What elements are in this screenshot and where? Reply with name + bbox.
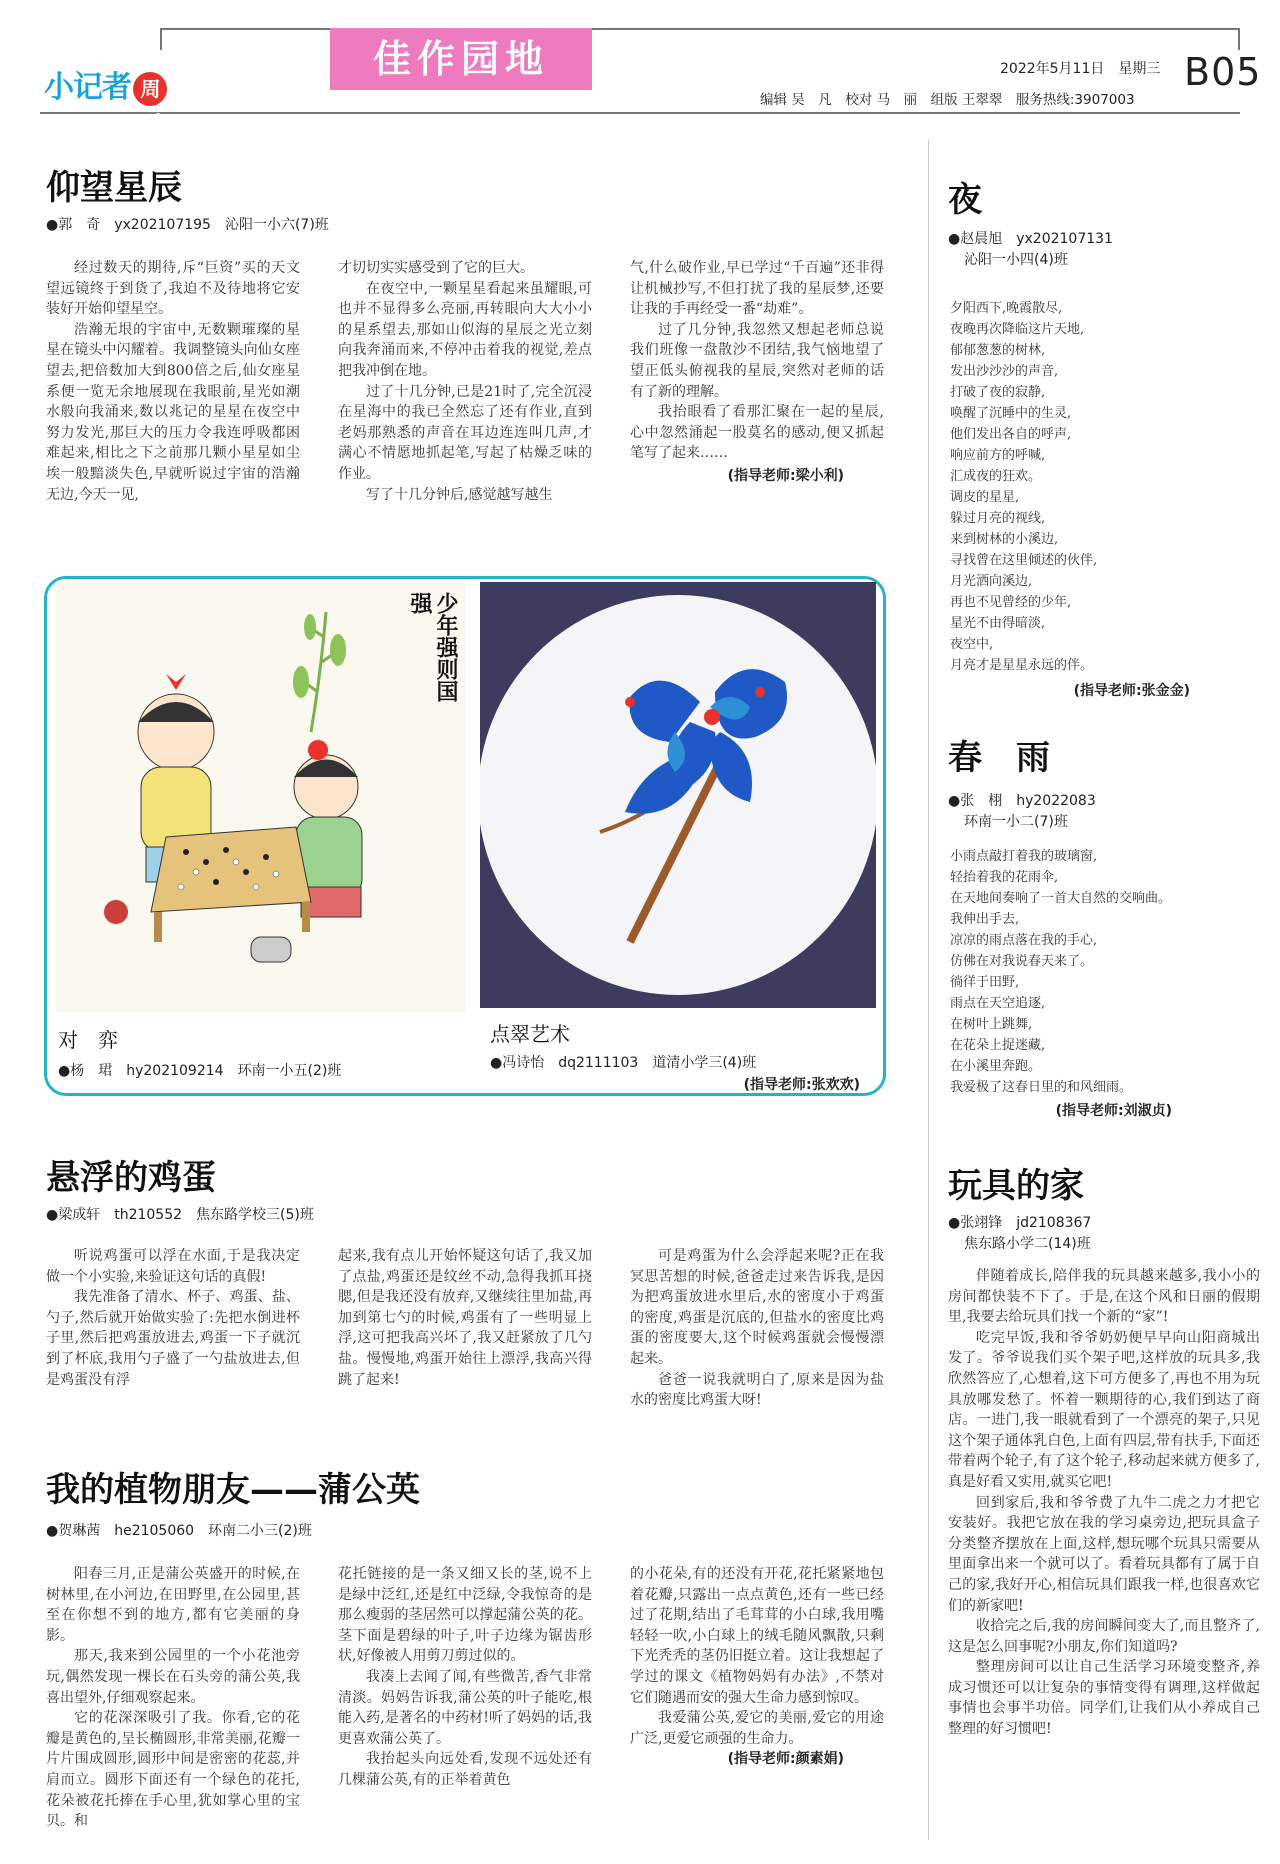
paragraph: 经过数天的期待,斥“巨资”买的天文望远镜终于到货了,我迫不及待地将它安装好开始仰望星空。 — [46, 260, 300, 318]
poem-line: 夜空中, — [950, 637, 994, 652]
poem-line: 轻抬着我的花雨伞, — [950, 870, 1059, 885]
paragraph: 回到家后,我和爷爷费了九牛二虎之力才把它安装好。我把它放在我的学习桌旁边,把玩具盒子分类整齐摆放在上面,这样,想玩哪个玩具只需要从里面拿出来一个就可以了。看着玩具都有了属于自己的家,我好开心,相信玩具们跟我一样,也很喜欢它们的新家吧! — [948, 1494, 1260, 1614]
article-title: 悬浮的鸡蛋 — [46, 1158, 216, 1198]
poem-line: 我爱极了这春日里的和风细雨。 — [950, 1080, 1133, 1095]
article-byline: ●梁成轩 th210552 焦东路学校三(5)班 — [46, 1207, 314, 1223]
poem-line: 在花朵上捉迷藏, — [950, 1038, 1046, 1053]
article-byline-school: 焦东路小学二(14)班 — [964, 1236, 1091, 1252]
article-byline: ●贺琳茜 he2105060 环南二小三(2)班 — [46, 1523, 312, 1539]
artwork-caption: 点翠艺术 — [490, 1022, 570, 1046]
article-title: 仰望星辰 — [46, 168, 182, 208]
poem-byline: ●张 栩 hy2022083 — [948, 793, 1096, 809]
artwork-inscription: 少年强则国强 — [407, 592, 458, 702]
paragraph: 写了十几分钟后,感觉越写越生 — [366, 486, 553, 503]
paragraph: 过了十几分钟,已是21时了,完全沉浸在星海中的我已全然忘了还有作业,直到老妈那熟悉的声音在耳边连连叫几声,才满心不情愿地抓起笔,写起了枯燥乏味的作业。 — [338, 383, 592, 482]
paragraph: 我抬眼看了看那汇聚在一起的星辰,心中忽然涌起一股莫名的感动,便又抓起笔写了起来…… — [630, 404, 884, 462]
paragraph: 爸爸一说我就明白了,原来是因为盐水的密度比鸡蛋大呀! — [630, 1371, 884, 1409]
artwork-diancui-illustration — [480, 582, 876, 1008]
poem-line: 来到树林的小溪边, — [950, 532, 1059, 547]
paragraph: 那天,我来到公园里的一个小花池旁玩,偶然发现一棵长在石头旁的蒲公英,我喜出望外,仔细观察起来。 — [46, 1648, 300, 1706]
article-column-3 — [630, 1246, 884, 1411]
article-column-3 — [630, 258, 884, 487]
poem-line: 唤醒了沉睡中的生灵, — [950, 406, 1072, 421]
poem-byline-school: 环南一小二(7)班 — [964, 814, 1068, 830]
article-column-2 — [338, 1564, 592, 1791]
paragraph: 花托链接的是一条又细又长的茎,说不上是绿中泛红,还是红中泛绿,令我惊奇的是那么瘦弱的茎居然可以撑起蒲公英的花。茎下面是碧绿的叶子,叶子边缘为锯齿形状,好像被人用剪刀剪过似的。 — [338, 1566, 592, 1665]
article-byline: ●张翊锋 jd2108367 — [948, 1215, 1092, 1231]
paragraph: 我凑上去闻了闻,有些微苦,香气非常清淡。妈妈告诉我,蒲公英的叶子能吃,根能入药,是著名的中药材!听了妈妈的话,我更喜欢蒲公英了。 — [338, 1668, 592, 1747]
poem-title: 夜 — [948, 180, 982, 220]
paragraph: 阳春三月,正是蒲公英盛开的时候,在树林里,在小河边,在田野里,在公园里,甚至在你想不到的地方,都有它美丽的身影。 — [46, 1566, 300, 1644]
poem-line: 月亮才是星星永远的伴。 — [950, 658, 1094, 673]
paragraph: 才切切实实感受到了它的巨大。 — [338, 260, 534, 276]
poem-title: 春 雨 — [948, 738, 1050, 778]
artwork-byline: ●杨 珺 hy202109214 环南一小五(2)班 — [58, 1063, 342, 1079]
article-column-2 — [338, 1246, 592, 1390]
masthead-logo — [44, 62, 167, 135]
logo-badge: 周刊 — [133, 72, 167, 106]
poem-line: 郁郁葱葱的树林, — [950, 343, 1046, 358]
poem-line: 寻找曾在这里倾述的伙伴, — [950, 553, 1098, 568]
article-column-1 — [46, 258, 300, 505]
article-column-2 — [338, 258, 592, 505]
teacher-credit: (指导老师:梁小利) — [727, 467, 844, 484]
editor-credits: 编辑 吴 凡 校对 马 丽 组版 王翠翠 服务热线:3907003 — [760, 92, 1135, 108]
article-column-1 — [46, 1246, 300, 1390]
article-title: 玩具的家 — [948, 1166, 1084, 1206]
poem-line: 夜晚再次降临这片天地, — [950, 322, 1085, 337]
teacher-credit: (指导老师:张欢欢) — [743, 1077, 860, 1093]
article-byline: ●郭 奇 yx202107195 沁阳一小六(7)班 — [46, 217, 329, 233]
poem-line: 我伸出手去, — [950, 912, 1020, 927]
poem-line: 星光不由得暗淡, — [950, 616, 1046, 631]
poem-line: 在天地间奏响了一首大自然的交响曲。 — [950, 891, 1172, 906]
teacher-credit: (指导老师:张金金) — [1073, 683, 1190, 699]
artwork-duiyi — [56, 582, 466, 1012]
artwork-caption: 对 弈 — [58, 1028, 118, 1052]
poem-line: 仿佛在对我说春天来了。 — [950, 954, 1094, 969]
paragraph: 伴随着成长,陪伴我的玩具越来越多,我小小的房间都快装不下了。于是,在这个风和日丽的假期里,我要去给玩具们找一个新的“家”! — [948, 1268, 1260, 1326]
poem-line: 夕阳西下,晚霞散尽, — [950, 301, 1063, 316]
poem-line: 再也不见曾经的少年, — [950, 595, 1072, 610]
poem-line: 在树叶上跳舞, — [950, 1017, 1033, 1032]
poem-line: 打破了夜的寂静, — [950, 385, 1046, 400]
poem-byline-school: 沁阳一小四(4)班 — [964, 252, 1068, 268]
paragraph: 可是鸡蛋为什么会浮起来呢?正在我冥思苦想的时候,爸爸走过来告诉我,是因为把鸡蛋放进水里后,水的密度小于鸡蛋的密度,鸡蛋是沉底的,但盐水的密度比鸡蛋的密度要大,这个时候鸡蛋就会慢慢漂起来。 — [630, 1248, 884, 1367]
poem-body — [950, 298, 1250, 676]
poem-line: 响应前方的呼喊, — [950, 448, 1046, 463]
paragraph: 我先准备了清水、杯子、鸡蛋、盐、勺子,然后就开始做实验了:先把水倒进杯子里,然后把鸡蛋放进去,鸡蛋一下子就沉到了杯底,我用勺子盛了一勺盐放进去,但是鸡蛋没有浮 — [46, 1289, 300, 1388]
paragraph: 我抬起头向远处看,发现不远处还有几棵蒲公英,有的正举着黄色 — [338, 1751, 592, 1788]
paragraph: 它的花深深吸引了我。你看,它的花瓣是黄色的,呈长椭圆形,非常美丽,花瓣一片片围成圆形,圆形中间是密密的花蕊,并肩而立。圆形下面还有一个绿色的花托,花朵被花托捧在手心里,犹如掌心里的宝贝。和 — [46, 1710, 300, 1830]
poem-byline: ●赵晨旭 yx202107131 — [948, 231, 1113, 247]
artwork-byline: ●冯诗怡 dq2111103 道清小学三(4)班 — [490, 1055, 757, 1071]
poem-line: 发出沙沙沙的声音, — [950, 364, 1059, 379]
paragraph: 我爱蒲公英,爱它的美丽,爱它的用途广泛,更爱它顽强的生命力。 — [630, 1710, 884, 1747]
paragraph: 收拾完之后,我的房间瞬间变大了,而且整齐了,这是怎么回事呢?小朋友,你们知道吗? — [948, 1618, 1260, 1655]
paragraph: 气,什么破作业,早已学过“千百遍”还非得让机械抄写,不但打扰了我的星辰梦,还要让我的手再经受一番“劫难”。 — [630, 260, 884, 318]
paragraph: 听说鸡蛋可以浮在水面,于是我决定做一个小实验,来验证这句话的真假! — [46, 1248, 300, 1285]
poem-body — [950, 846, 1250, 1098]
teacher-credit: (指导老师:刘淑贞) — [1055, 1103, 1172, 1119]
poem-line: 躲过月亮的视线, — [950, 511, 1046, 526]
poem-line: 徜徉于田野, — [950, 975, 1020, 990]
section-banner: 佳作园地 — [330, 28, 592, 90]
header-bottom-rule — [40, 112, 1240, 114]
poem-line: 小雨点敲打着我的玻璃窗, — [950, 849, 1098, 864]
paragraph: 整理房间可以让自己生活学习环境变整齐,养成习惯还可以让复杂的事情变得有调理,这样做起事情也会事半功倍。同学们,让我们从小养成自己整理的好习惯吧! — [948, 1659, 1260, 1738]
article-column-1 — [46, 1564, 300, 1832]
poem-line: 凉凉的雨点落在我的手心, — [950, 933, 1098, 948]
poem-line: 在小溪里奔跑。 — [950, 1059, 1042, 1074]
paragraph: 的小花朵,有的还没有开花,花托紧紧地包着花瓣,只露出一点点黄色,还有一些已经过了花期,结出了毛茸茸的小白球,我用嘴轻轻一吹,小白球上的绒毛随风飘散,只剩下光秃秃的茎仍旧挺立着。这让我想起了学过的课文《植物妈妈有办法》,不禁对它们随遇而安的强大生命力感到惊叹。 — [630, 1566, 884, 1706]
poem-line: 雨点在天空追逐, — [950, 996, 1046, 1011]
article-column — [948, 1266, 1260, 1740]
article-column-3 — [630, 1564, 884, 1770]
column-divider — [928, 140, 929, 1840]
header-left-tick — [160, 28, 162, 50]
paragraph: 浩瀚无垠的宇宙中,无数颗璀璨的星星在镜头中闪耀着。我调整镜头向仙女座望去,把倍数加大到800倍之后,仙女座星系便一览无余地展现在我眼前,星光如潮水般向我涌来,数以兆记的星星在夜空中努力发光,那巨大的压力令我连呼吸都困难起来,相比之下之前那几颗小星星如尘埃一般黯淡失色,早就听说过宇宙的浩瀚无边,今天一见, — [46, 321, 300, 503]
paragraph: 起来,我有点儿开始怀疑这句话了,我又加了点盐,鸡蛋还是纹丝不动,急得我抓耳挠腮,但是我还没有放弃,又继续往里加盐,再加到第七勺的时候,鸡蛋有了一些明显上浮,这可把我高兴坏了,我又赶紧放了几勺盐。慢慢地,鸡蛋开始往上漂浮,我高兴得跳了起来! — [338, 1248, 592, 1388]
logo-text: 小记者 — [44, 70, 131, 105]
paragraph: 在夜空中,一颗星星看起来虽耀眼,可也并不显得多么亮丽,再转眼向大大小小的星系望去,那如山似海的星辰之光立刻向我奔涌而来,不停冲击着我的视觉,差点把我冲倒在地。 — [338, 280, 592, 379]
header-right-tick — [1238, 28, 1240, 50]
header-top-rule — [160, 28, 1240, 30]
page-number: B05 — [1184, 50, 1262, 94]
teacher-credit: (指导老师:颜素娟) — [727, 1751, 844, 1768]
paragraph: 吃完早饭,我和爷爷奶奶便早早向山阳商城出发了。爷爷说我们买个架子吧,这样放的玩具多,我欣然答应了,心想着,这下可方便多了,再也不用为玩具放哪发愁了。怀着一颗期待的心,我们到达了商店。一进门,我一眼就看到了一个漂亮的架子,只见这个架子通体乳白色,上面有四层,带有扶手,下面还带着两个轮子,有了这个轮子,移动起来就方便多了,真是好看又实用,就买它吧! — [948, 1329, 1260, 1490]
poem-line: 他们发出各自的呼声, — [950, 427, 1072, 442]
poem-line: 汇成夜的狂欢。 — [950, 469, 1042, 484]
artwork-diancui — [480, 582, 876, 1008]
article-title: 我的植物朋友——蒲公英 — [46, 1470, 420, 1510]
poem-line: 月光洒向溪边, — [950, 574, 1033, 589]
issue-date: 2022年5月11日 星期三 — [1000, 61, 1161, 77]
poem-line: 调皮的星星, — [950, 490, 1020, 505]
paragraph: 过了几分钟,我忽然又想起老师总说我们班像一盘散沙不团结,我气恼地望了望正低头俯视我的星辰,突然对老师的话有了新的理解。 — [630, 321, 884, 400]
